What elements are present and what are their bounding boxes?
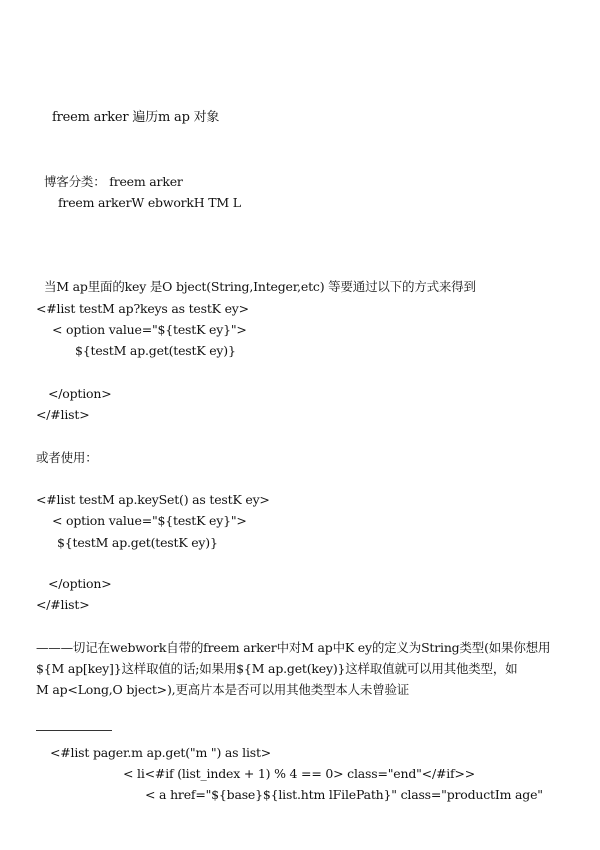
code-line: < option value="${testK ey}"> (52, 513, 247, 528)
divider-line (36, 730, 112, 731)
code-line: < li<#if (list_index + 1) % 4 == 0> class="end"</#if>> (123, 766, 475, 781)
or-use-text: 或者使用： (36, 450, 98, 465)
code-line: < option value="${testK ey}"> (52, 322, 247, 337)
note-line: M ap<Long,O bject>),更高片本是否可以用其他类型本人未曾验证 (36, 682, 410, 697)
blog-tags: freem arkerW ebworkH TM L (58, 195, 241, 210)
code-line: ${testM ap.get(testK ey)} (57, 535, 218, 550)
note-line: ———切记在webwork自带的freem arker中对M ap中K ey的定义为String类型(如果你想用 (36, 640, 551, 655)
page-title: freem arker 遍历m ap 对象 (52, 110, 220, 125)
code-line: < a href="${base}${list.htm lFilePath}" class="productIm age" (145, 787, 543, 802)
code-line: </#list> (36, 407, 90, 422)
code-line: </option> (48, 576, 112, 591)
code-line: <#list pager.m ap.get("m ") as list> (50, 745, 272, 760)
code-line: ${testM ap.get(testK ey)} (75, 343, 236, 358)
code-line: </#list> (36, 597, 90, 612)
intro-paragraph: 当M ap里面的key 是O bject(String,Integer,etc) 等要通过以下的方式来得到 (44, 279, 476, 294)
code-line: <#list testM ap.keySet() as testK ey> (36, 492, 270, 507)
code-line: </option> (48, 386, 112, 401)
note-line: ${M ap[key]}这样取值的话;如果用${M ap.get(key)}这样取值就可以用其他类型，如 (36, 661, 518, 676)
blog-category: 博客分类： freem arker (44, 174, 183, 189)
code-line: <#list testM ap?keys as testK ey> (36, 301, 249, 316)
